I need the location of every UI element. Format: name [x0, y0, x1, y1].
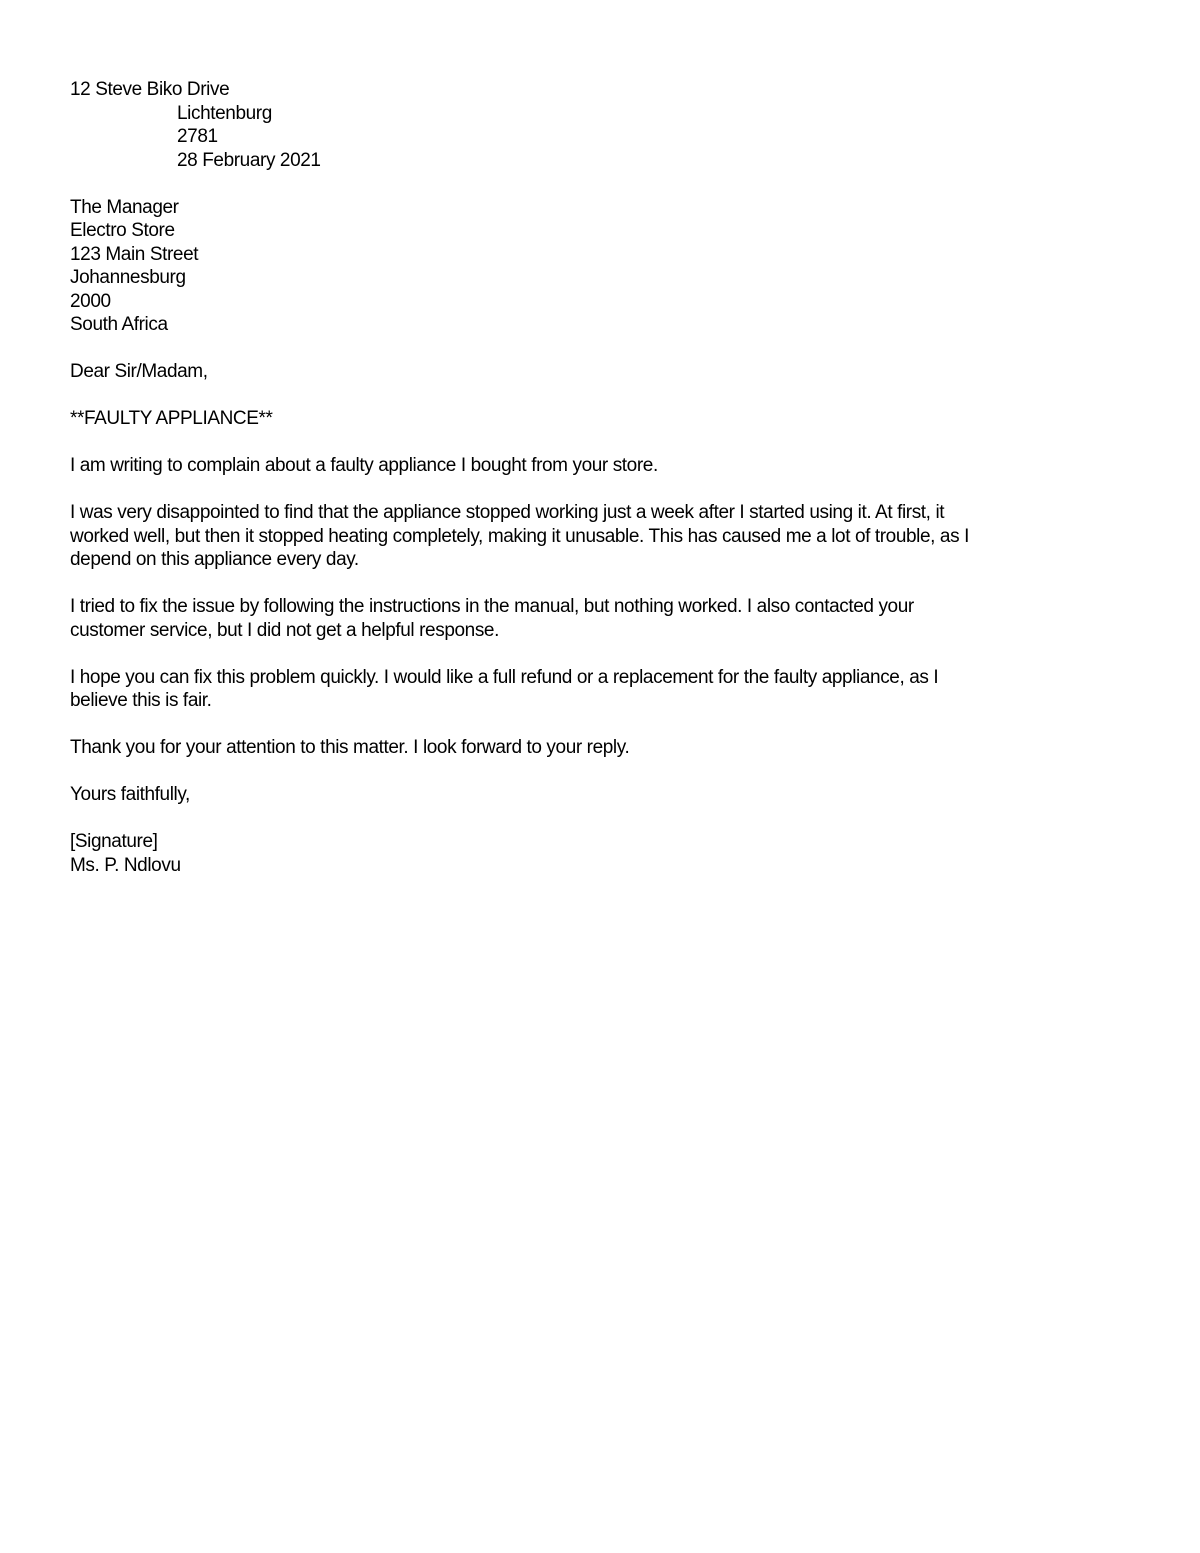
- paragraph-3-line-1: I tried to fix the issue by following the instructions in the manual, but nothing worked. I also contacted your: [70, 596, 914, 617]
- recipient-postal-code: 2000: [70, 290, 111, 312]
- paragraph-5-text: Thank you for your attention to this matter. I look forward to your reply.: [70, 737, 630, 758]
- body-paragraph-1: [70, 454, 1130, 478]
- signature-block: [70, 830, 1130, 877]
- paragraph-4-line-2: believe this is fair.: [70, 690, 212, 711]
- signature-placeholder: [Signature]: [70, 831, 158, 852]
- body-paragraph-2: [70, 501, 1130, 572]
- paragraph-2-line-1: I was very disappointed to find that the appliance stopped working just a week after I started using it. At first, it: [70, 502, 945, 523]
- closing: [70, 783, 1130, 807]
- paragraph-3-line-2: customer service, but I did not get a helpful response.: [70, 619, 499, 641]
- paragraph-2-line-3: depend on this appliance every day.: [70, 549, 359, 570]
- closing-text: Yours faithfully,: [70, 784, 190, 805]
- salutation-text: Dear Sir/Madam,: [70, 361, 208, 382]
- recipient-title: The Manager: [70, 196, 179, 218]
- sender-city: Lichtenburg: [177, 102, 272, 124]
- body-paragraph-4: [70, 666, 1130, 713]
- paragraph-2-line-2: worked well, but then it stopped heating completely, making it unusable. This has caused me a lot of trouble, as I: [70, 525, 969, 547]
- body-paragraph-5: [70, 736, 1130, 760]
- recipient-address: [70, 196, 1130, 337]
- recipient-country: South Africa: [70, 314, 168, 335]
- body-paragraph-3: [70, 595, 1130, 642]
- sender-address: [70, 78, 1130, 172]
- subject-line: [70, 407, 1130, 431]
- salutation: [70, 360, 1130, 384]
- recipient-street: 123 Main Street: [70, 243, 199, 265]
- sender-street: 12 Steve Biko Drive: [70, 79, 230, 100]
- complaint-letter: [70, 78, 1130, 877]
- paragraph-1-text: I am writing to complain about a faulty appliance I bought from your store.: [70, 455, 658, 476]
- recipient-city: Johannesburg: [70, 267, 186, 288]
- subject-text: **FAULTY APPLIANCE**: [70, 408, 273, 429]
- paragraph-4-line-1: I hope you can fix this problem quickly. I would like a full refund or a replacement for the faulty appliance, as I: [70, 666, 939, 688]
- recipient-company: Electro Store: [70, 220, 175, 241]
- sender-postal-code: 2781: [177, 126, 218, 147]
- letter-date: 28 February 2021: [177, 149, 321, 171]
- sender-name: Ms. P. Ndlovu: [70, 854, 181, 876]
